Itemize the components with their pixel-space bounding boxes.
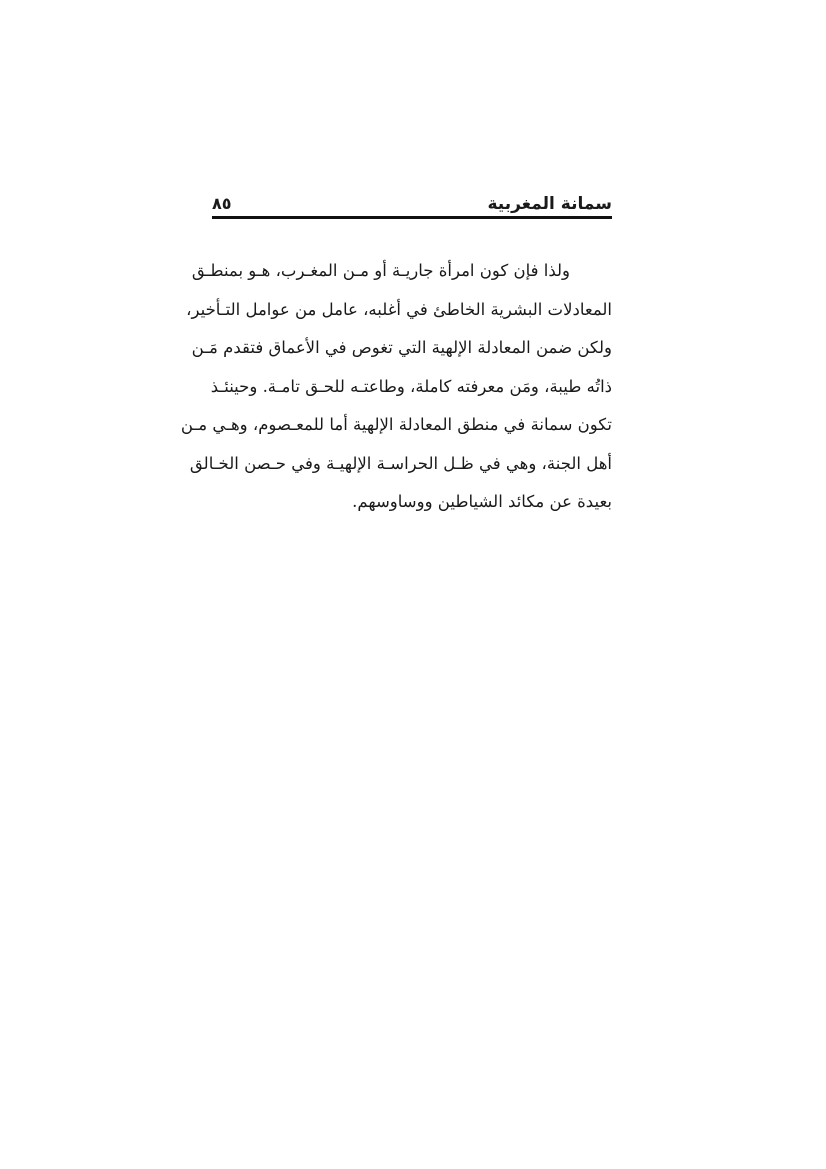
paragraph-line: ولكن ضمن المعادلة الإلهية التي تغوص في الأعماق فتقدم مَـن bbox=[191, 338, 612, 357]
paragraph-line: ذاتُه طيبة، ومَن معرفته كاملة، وطاعتـه للحـق تامـة. وحينئـذ bbox=[210, 376, 612, 396]
paragraph-line: ولذا فإن كون امرأة جاريـة أو مـن المغـرب، هـو بمنطـق bbox=[191, 261, 570, 280]
body-paragraph bbox=[180, 252, 612, 522]
paragraph-line: أهل الجنة، وهي في ظـل الحراسـة الإلهيـة وفي حـصن الخـالق bbox=[189, 453, 612, 473]
page-number: ٨٥ bbox=[212, 194, 232, 213]
paragraph-line: تكون سمانة في منطق المعادلة الإلهية أما للمعـصوم، وهـي مـن bbox=[180, 415, 612, 434]
book-title: سمانة المغربية bbox=[487, 194, 612, 214]
paragraph-line: بعيدة عن مكائد الشياطين ووساوسهم. bbox=[352, 492, 612, 511]
header-rule bbox=[212, 216, 612, 219]
paragraph-line: المعادلات البشرية الخاطئ في أغلبه، عامل من عوامل التـأخير، bbox=[186, 299, 612, 319]
